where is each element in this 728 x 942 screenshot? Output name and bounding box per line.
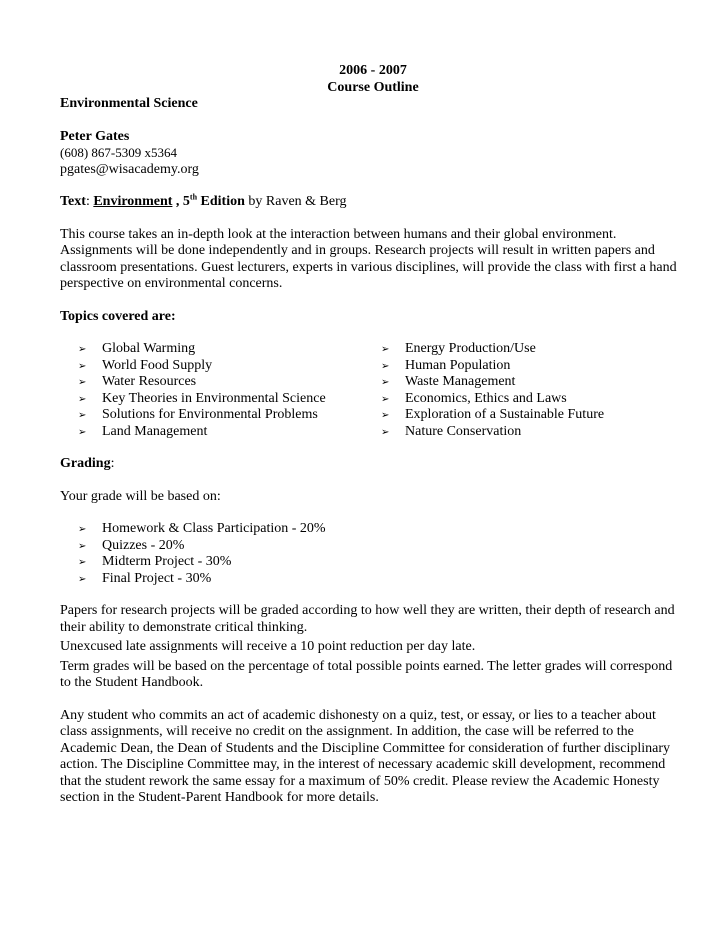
arrow-bullet-icon: ➢ [78,426,87,438]
edition-suffix: Edition [197,194,245,209]
arrow-bullet-icon: ➢ [78,573,87,585]
arrow-bullet-icon: ➢ [78,393,87,405]
text-label: Text [60,194,86,209]
course-outline-page [60,63,680,807]
document-title: Course Outline [327,79,419,95]
arrow-bullet-icon: ➢ [381,393,390,405]
list-item: ➢ Land Management [78,424,381,441]
grading-heading: Grading [60,456,111,471]
list-item: ➢ Nature Conservation [381,424,680,441]
instructor-phone: (608) 867-5309 x5364 [60,145,177,160]
list-item: ➢ World Food Supply [78,358,381,375]
list-item: ➢ Global Warming [78,341,381,358]
arrow-bullet-icon: ➢ [78,360,87,372]
list-item: ➢ Key Theories in Environmental Science [78,391,381,408]
list-item: ➢ Human Population [381,358,680,375]
topics-heading: Topics covered are: [60,308,176,324]
topics-list [78,341,680,440]
textbook-title: Environment [93,194,173,209]
edition-sup: th [189,192,198,202]
list-item: ➢ Energy Production/Use [381,341,680,358]
topics-left-column [78,341,381,440]
list-item: ➢ Water Resources [78,374,381,391]
arrow-bullet-icon: ➢ [78,540,87,552]
academic-honesty-paragraph: Any student who commits an act of academic dishonesty on a quiz, test, or essay, or lies to a teacher about class assignments, will receive no credit on the assignment. In addition, the case will be referred to the Academic Dean, the Dean of Students and the Discipline Committee for consideration of further disciplinary action. The Discipline Committee may, in the interest of necessary academic skill development, recommend that the student rework the same essay for a maximum of 50% credit. Please review the Academic Honesty section in the Student-Parent Handbook for more details. [60,707,670,805]
edition-prefix: , 5 [172,194,190,209]
arrow-bullet-icon: ➢ [381,344,390,355]
list-item: ➢ Midterm Project - 30% [78,554,680,571]
arrow-bullet-icon: ➢ [78,344,87,355]
list-item: ➢ Homework & Class Participation - 20% [78,521,680,538]
late-policy-paragraph: Unexcused late assignments will receive a 10 point reduction per day late. [60,639,476,654]
list-item: ➢ Solutions for Environmental Problems [78,407,381,424]
arrow-bullet-icon: ➢ [78,377,87,388]
course-description: This course takes an in-depth look at the interaction between humans and their global environment. Assignments will be done independently and in groups. Research projects will result in written papers and classroom presentations. Guest lecturers, experts in various disciplines, will provide the class with first a hand perspective on environmental concerns. [60,226,677,291]
grading-list [78,521,680,587]
text-colon: : [85,194,90,209]
arrow-bullet-icon: ➢ [78,557,87,568]
course-name: Environmental Science [60,96,198,111]
grading-colon: : [110,456,115,471]
arrow-bullet-icon: ➢ [78,524,87,535]
textbook-author: by Raven & Berg [244,194,347,209]
textbook-line [60,194,680,211]
grading-intro: Your grade will be based on: [60,488,221,504]
arrow-bullet-icon: ➢ [381,410,390,421]
list-item: ➢ Quizzes - 20% [78,538,680,555]
arrow-bullet-icon: ➢ [381,377,390,388]
arrow-bullet-icon: ➢ [78,410,87,421]
term-grades-paragraph: Term grades will be based on the percentage of total possible points earned. The letter grades will correspond to the Student Handbook. [60,658,673,690]
school-year: 2006 - 2007 [339,63,407,78]
topics-right-column [381,341,680,440]
instructor-email: pgates@wisacademy.org [60,161,199,177]
grading-heading-line [60,456,680,473]
list-item: ➢ Economics, Ethics and Laws [381,391,680,408]
arrow-bullet-icon: ➢ [381,426,390,438]
instructor-name: Peter Gates [60,128,130,144]
list-item: ➢ Exploration of a Sustainable Future [381,407,680,424]
papers-paragraph: Papers for research projects will be graded according to how well they are written, their depth of research and their ability to demonstrate critical thinking. [60,603,675,635]
list-item: ➢ Final Project - 30% [78,571,680,588]
list-item: ➢ Waste Management [381,374,680,391]
arrow-bullet-icon: ➢ [381,360,390,372]
